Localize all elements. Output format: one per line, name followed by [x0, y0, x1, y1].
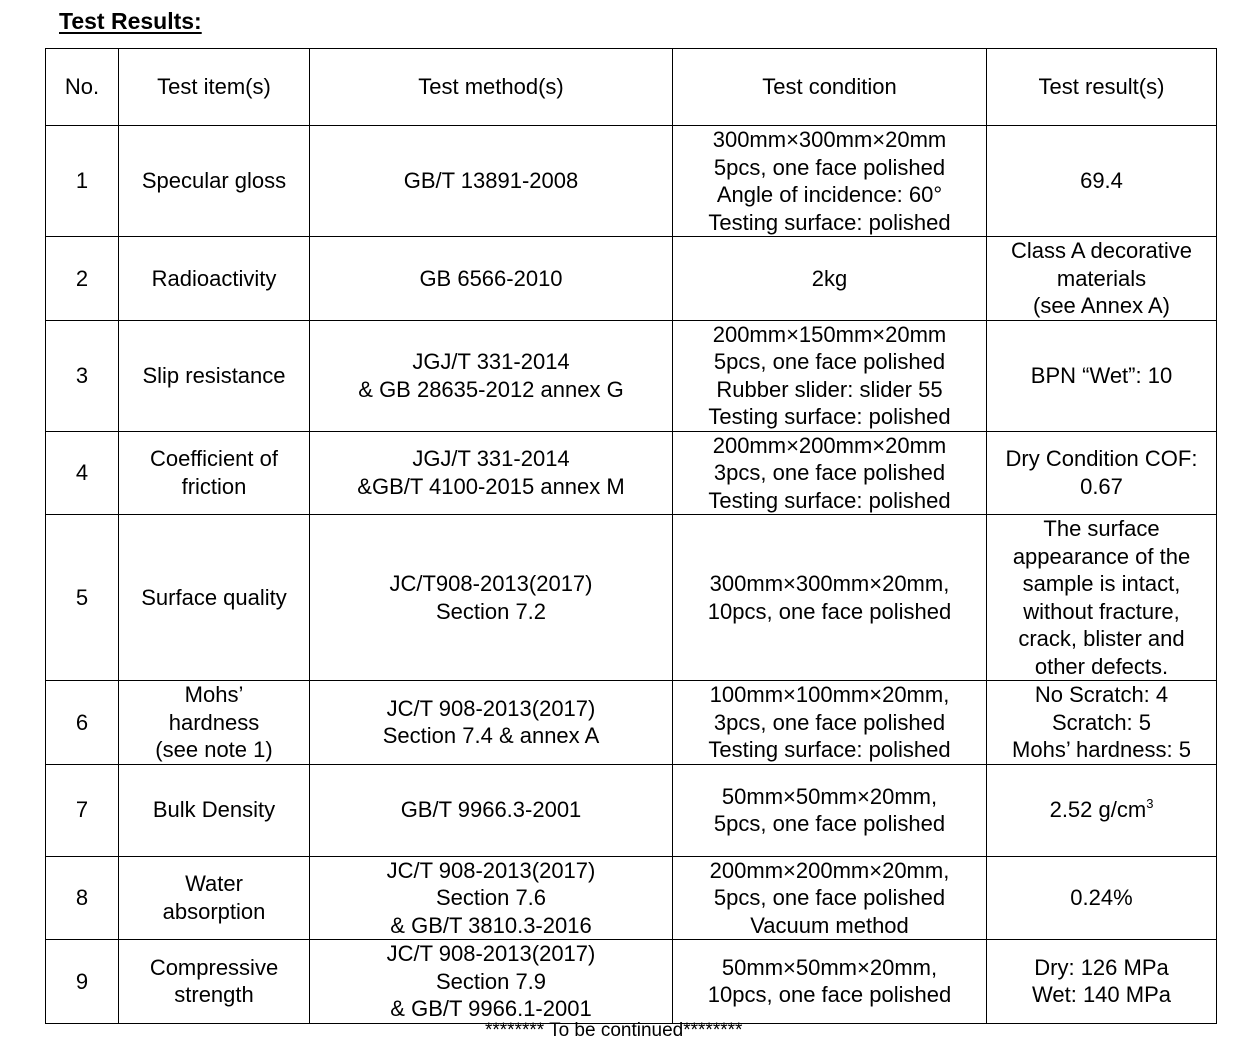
test-item-cell	[119, 856, 310, 940]
test-method-text: Section 7.4 & annex A	[382, 723, 600, 749]
test-result-text: 69.4	[1080, 168, 1123, 194]
test-condition-text: 5pcs, one face polished	[713, 885, 946, 910]
column-header-no: No.	[46, 49, 119, 126]
test-item-cell	[119, 431, 310, 515]
column-header-test-item: Test item(s)	[119, 49, 310, 126]
test-item-text: Slip resistance	[142, 362, 286, 388]
test-result-text: The surface	[1043, 516, 1160, 541]
row-number: 2	[46, 237, 119, 321]
test-method-text: GB/T 9966.3-2001	[400, 797, 582, 823]
test-result-text: Scratch: 5	[1051, 709, 1152, 735]
row-number: 4	[46, 431, 119, 515]
test-item-text: Surface quality	[141, 584, 287, 610]
test-method-text: Section 7.6	[435, 885, 547, 910]
table-row	[46, 431, 1217, 515]
test-condition-cell	[673, 681, 987, 765]
test-condition-cell	[673, 515, 987, 681]
test-item-text: (see note 1)	[155, 737, 273, 762]
test-condition-text: 200mm×200mm×20mm,	[709, 857, 950, 883]
test-results-table	[45, 48, 1217, 1024]
row-number: 5	[46, 515, 119, 681]
test-condition-text: 100mm×100mm×20mm,	[709, 682, 950, 707]
test-method-cell	[310, 856, 673, 940]
test-item-text: Bulk Density	[152, 797, 276, 823]
test-item-cell	[119, 681, 310, 765]
test-result-cell	[987, 320, 1217, 431]
test-method-cell	[310, 515, 673, 681]
table-row	[46, 681, 1217, 765]
test-result-text: other defects.	[1034, 653, 1169, 679]
density-value: 2.52 g/cm	[1049, 797, 1147, 823]
test-item-cell	[119, 126, 310, 237]
test-condition-text: Angle of incidence: 60°	[716, 182, 943, 207]
test-condition-cell	[673, 237, 987, 321]
test-method-cell	[310, 237, 673, 321]
test-condition-text: 200mm×150mm×20mm	[712, 321, 947, 347]
test-condition-text: Vacuum method	[750, 912, 909, 938]
table-row	[46, 764, 1217, 856]
test-condition-cell	[673, 126, 987, 237]
test-result-cell	[987, 940, 1217, 1024]
test-condition-text: 3pcs, one face polished	[713, 709, 946, 735]
row-number: 8	[46, 856, 119, 940]
test-condition-text: 300mm×300mm×20mm,	[709, 571, 950, 596]
test-item-text: friction	[181, 473, 247, 499]
test-item-cell	[119, 320, 310, 431]
test-method-text: & GB/T 3810.3-2016	[390, 912, 592, 938]
test-result-text: Dry: 126 MPa	[1034, 954, 1169, 980]
test-condition-cell	[673, 856, 987, 940]
test-item-cell	[119, 237, 310, 321]
test-item-text: Mohs’	[184, 682, 244, 707]
test-condition-text: 5pcs, one face polished	[713, 349, 946, 374]
test-item-text: strength	[174, 982, 254, 1008]
row-number: 7	[46, 764, 119, 856]
test-condition-text: 2kg	[811, 265, 848, 291]
superscript-exponent: 3	[1146, 796, 1154, 812]
test-result-cell	[987, 856, 1217, 940]
test-result-text: 0.24%	[1070, 885, 1133, 910]
column-header-test-condition: Test condition	[673, 49, 987, 126]
test-result-cell	[987, 237, 1217, 321]
row-number: 9	[46, 940, 119, 1024]
test-item-text: absorption	[162, 898, 266, 924]
test-item-cell	[119, 515, 310, 681]
test-method-text: JC/T 908-2013(2017)	[386, 941, 596, 966]
test-condition-text: 300mm×300mm×20mm	[712, 127, 947, 152]
test-item-text: Water	[185, 871, 243, 897]
test-item-text: hardness	[168, 709, 260, 735]
table-header-row	[46, 49, 1217, 126]
column-header-test-result: Test result(s)	[987, 49, 1217, 126]
test-condition-cell	[673, 764, 987, 856]
test-result-text: appearance of the	[1012, 543, 1191, 569]
test-condition-text: 10pcs, one face polished	[707, 982, 952, 1008]
test-condition-text: 3pcs, one face polished	[713, 460, 946, 485]
test-method-text: GB 6566-2010	[419, 265, 563, 291]
test-method-text: JC/T 908-2013(2017)	[386, 695, 596, 721]
test-result-text: BPN “Wet”: 10	[1030, 362, 1173, 388]
table-row	[46, 856, 1217, 940]
table-row	[46, 237, 1217, 321]
test-item-text: Specular gloss	[141, 168, 287, 194]
test-result-text	[991, 796, 1212, 824]
table-row	[46, 126, 1217, 237]
test-condition-text: Rubber slider: slider 55	[716, 376, 943, 402]
test-result-text: without fracture,	[1023, 598, 1180, 624]
test-method-text: JGJ/T 331-2014	[412, 446, 570, 472]
test-result-text: (see Annex A)	[1033, 293, 1170, 318]
test-result-text: materials	[1056, 265, 1147, 291]
test-condition-text: 200mm×200mm×20mm	[712, 432, 947, 458]
test-item-cell	[119, 940, 310, 1024]
row-number: 3	[46, 320, 119, 431]
test-result-text: No Scratch: 4	[1034, 682, 1169, 707]
test-item-text: Coefficient of	[149, 446, 278, 472]
test-method-cell	[310, 126, 673, 237]
table-row	[46, 515, 1217, 681]
test-method-cell	[310, 940, 673, 1024]
test-method-text: Section 7.9	[435, 968, 547, 994]
test-method-text: JGJ/T 331-2014	[412, 349, 570, 374]
table-row	[46, 320, 1217, 431]
test-result-cell	[987, 681, 1217, 765]
test-result-cell	[987, 126, 1217, 237]
test-item-cell	[119, 764, 310, 856]
test-method-cell	[310, 320, 673, 431]
row-number: 1	[46, 126, 119, 237]
test-result-text: crack, blister and	[1018, 626, 1185, 651]
test-item-text: Compressive	[149, 954, 279, 980]
test-method-text: GB/T 13891-2008	[403, 168, 579, 194]
test-method-cell	[310, 431, 673, 515]
test-method-text: JC/T 908-2013(2017)	[386, 857, 596, 883]
test-condition-text: 5pcs, one face polished	[713, 811, 946, 836]
test-item-text: Radioactivity	[151, 265, 277, 291]
table-row	[46, 940, 1217, 1024]
test-method-text: &GB/T 4100-2015 annex M	[357, 473, 625, 499]
test-result-cell	[987, 431, 1217, 515]
test-condition-text: 10pcs, one face polished	[707, 598, 952, 624]
test-result-text: Dry Condition COF:	[1005, 446, 1198, 472]
test-result-text: Class A decorative	[1011, 238, 1192, 263]
column-header-test-method: Test method(s)	[310, 49, 673, 126]
test-condition-cell	[673, 320, 987, 431]
test-method-text: & GB/T 9966.1-2001	[390, 996, 592, 1021]
test-method-cell	[310, 681, 673, 765]
test-condition-text: Testing surface: polished	[708, 737, 951, 762]
test-condition-text: Testing surface: polished	[708, 209, 951, 235]
test-condition-cell	[673, 940, 987, 1024]
test-condition-text: 5pcs, one face polished	[713, 154, 946, 180]
test-condition-text: Testing surface: polished	[708, 487, 951, 513]
test-method-text: JC/T908-2013(2017)	[389, 571, 593, 596]
page-heading: Test Results:	[59, 8, 202, 34]
test-method-cell	[310, 764, 673, 856]
test-condition-text: 50mm×50mm×20mm,	[721, 954, 938, 980]
row-number: 6	[46, 681, 119, 765]
test-result-text: sample is intact,	[1022, 571, 1181, 596]
test-method-text: & GB 28635-2012 annex G	[358, 376, 624, 402]
continuation-note: ******** To be continued********	[485, 1020, 743, 1041]
test-result-cell	[987, 515, 1217, 681]
test-result-text: Mohs’ hardness: 5	[1012, 737, 1191, 762]
test-result-text: Wet: 140 MPa	[1032, 982, 1171, 1008]
test-result-text: 0.67	[1080, 473, 1123, 499]
test-result-cell	[987, 764, 1217, 856]
test-condition-text: 50mm×50mm×20mm,	[721, 783, 938, 809]
test-condition-text: Testing surface: polished	[708, 404, 951, 429]
test-condition-cell	[673, 431, 987, 515]
test-method-text: Section 7.2	[435, 598, 547, 624]
